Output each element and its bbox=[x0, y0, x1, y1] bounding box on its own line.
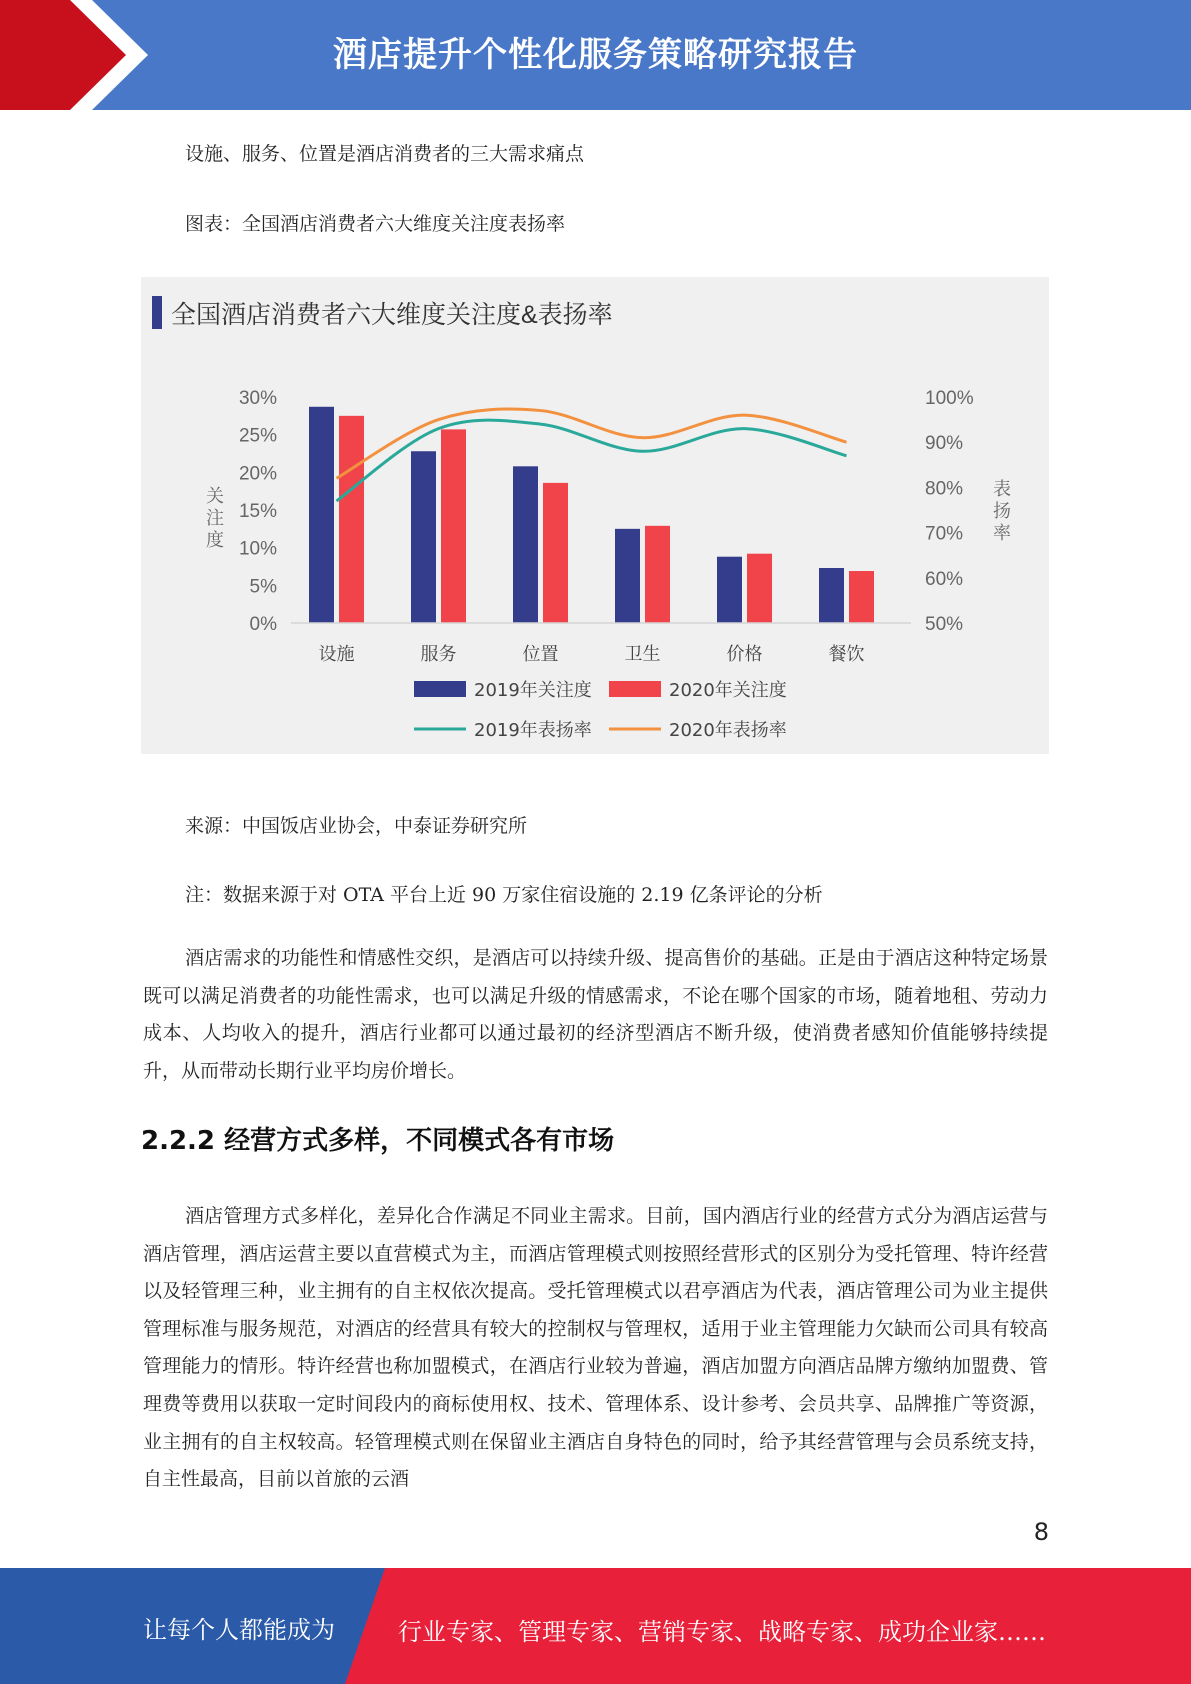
x-category-label: 位置 bbox=[522, 644, 559, 665]
y2-axis-label-char: 表 bbox=[993, 479, 1011, 500]
x-category-label: 餐饮 bbox=[828, 644, 865, 665]
y-axis-label-char: 关 bbox=[206, 486, 224, 507]
y2-tick-label: 100% bbox=[925, 388, 974, 409]
bar-2020 bbox=[441, 429, 466, 623]
page-number: 8 bbox=[1033, 1518, 1049, 1546]
intro-line: 设施、服务、位置是酒店消费者的三大需求痛点 bbox=[185, 143, 585, 165]
y2-tick-label: 80% bbox=[925, 478, 964, 500]
y-tick-label: 10% bbox=[238, 538, 277, 560]
y-tick-label: 30% bbox=[238, 388, 277, 409]
bar-2020 bbox=[849, 571, 874, 623]
legend-label: 2020年关注度 bbox=[669, 680, 787, 701]
footer-slogan-right: 行业专家、管理专家、营销专家、战略专家、成功企业家…… bbox=[398, 1618, 1046, 1646]
x-category-label: 服务 bbox=[420, 644, 457, 665]
bar-2020 bbox=[543, 483, 568, 623]
y2-tick-label: 60% bbox=[925, 568, 964, 590]
body-paragraph: 酒店管理方式多样化，差异化合作满足不同业主需求。目前，国内酒店行业的经营方式分为酒店运营与酒店管理，酒店运营主要以直营模式为主，而酒店管理模式则按照经营形式的区别分为受托管理、特许经营以及轻管理三种，业主拥有的自主权依次提高。受托管理模式以君亭酒店为代表，酒店管理公司为业主提供管理标准与服务规范，对酒店的经营具有较大的控制权与管理权，适用于业主管理能力欠缺而公司具有较高管理能力的情形。特许经营也称加盟模式，在酒店行业较为普遍，酒店加盟方向酒店品牌方缴纳加盟费、管理费等费用以获取一定时间段内的商标使用权、技术、管理体系、设计参考、会员共享、品牌推广等资源，业主拥有的自主权较高。轻管理模式则在保留业主酒店自身特色的同时，给予其经营管理与会员系统支持，自主性最高，目前以首旅的云酒 bbox=[143, 1205, 1048, 1491]
y-axis-label-char: 注 bbox=[206, 508, 224, 529]
y2-tick-label: 90% bbox=[925, 433, 964, 455]
y-axis-label-char: 度 bbox=[206, 530, 224, 551]
bar-2020 bbox=[645, 526, 670, 623]
figure-caption: 图表：全国酒店消费者六大维度关注度表扬率 bbox=[185, 213, 566, 235]
body-paragraph: 酒店需求的功能性和情感性交织，是酒店可以持续升级、提高售价的基础。正是由于酒店这种特定场景既可以满足消费者的功能性需求，也可以满足升级的情感需求，不论在哪个国家的市场，随着地租、劳动力成本、人均收入的提升，酒店行业都可以通过最初的经济型酒店不断升级，使消费者感知价值能够持续提升，从而带动长期行业平均房价增长。 bbox=[143, 947, 1048, 1082]
legend-swatch bbox=[609, 681, 661, 697]
bar-2019 bbox=[309, 407, 334, 623]
y2-tick-label: 50% bbox=[925, 614, 964, 635]
note-line: 注：数据来源于对 OTA 平台上近 90 万家住宿设施的 2.19 亿条评论的分析 bbox=[185, 884, 823, 906]
legend-label: 2020年表扬率 bbox=[669, 720, 787, 741]
x-category-label: 价格 bbox=[726, 644, 763, 665]
source-line: 来源：中国饭店业协会，中泰证券研究所 bbox=[185, 815, 528, 837]
y-tick-label: 0% bbox=[249, 614, 277, 635]
legend-label: 2019年表扬率 bbox=[474, 720, 592, 741]
legend-swatch bbox=[414, 681, 466, 697]
bar-2019 bbox=[513, 466, 538, 623]
bar-2019 bbox=[717, 557, 742, 623]
bar-2020 bbox=[339, 416, 364, 623]
y2-axis-label-char: 扬 bbox=[993, 501, 1011, 522]
y-tick-label: 5% bbox=[249, 576, 277, 598]
chart bbox=[141, 277, 1049, 754]
chart-panel bbox=[141, 277, 1049, 754]
footer-slogan-left: 让每个人都能成为 bbox=[143, 1616, 335, 1644]
legend-label: 2019年关注度 bbox=[474, 680, 592, 701]
header-title: 酒店提升个性化服务策略研究报告 bbox=[333, 35, 858, 75]
x-category-label: 卫生 bbox=[624, 644, 661, 665]
x-category-label: 设施 bbox=[318, 644, 355, 665]
y2-tick-label: 70% bbox=[925, 523, 964, 545]
y-tick-label: 15% bbox=[238, 501, 277, 522]
bar-2019 bbox=[819, 568, 844, 623]
y2-axis-label-char: 率 bbox=[993, 523, 1011, 544]
page-header bbox=[0, 0, 1191, 110]
chart-title: 全国酒店消费者六大维度关注度&表扬率 bbox=[171, 301, 613, 329]
chart-title-marker bbox=[152, 296, 162, 329]
bar-2019 bbox=[411, 451, 436, 623]
y-tick-label: 20% bbox=[238, 463, 277, 485]
section-heading: 2.2.2 经营方式多样，不同模式各有市场 bbox=[141, 1126, 615, 1156]
bar-2020 bbox=[747, 554, 772, 623]
bar-2019 bbox=[615, 529, 640, 623]
y-tick-label: 25% bbox=[238, 425, 277, 447]
